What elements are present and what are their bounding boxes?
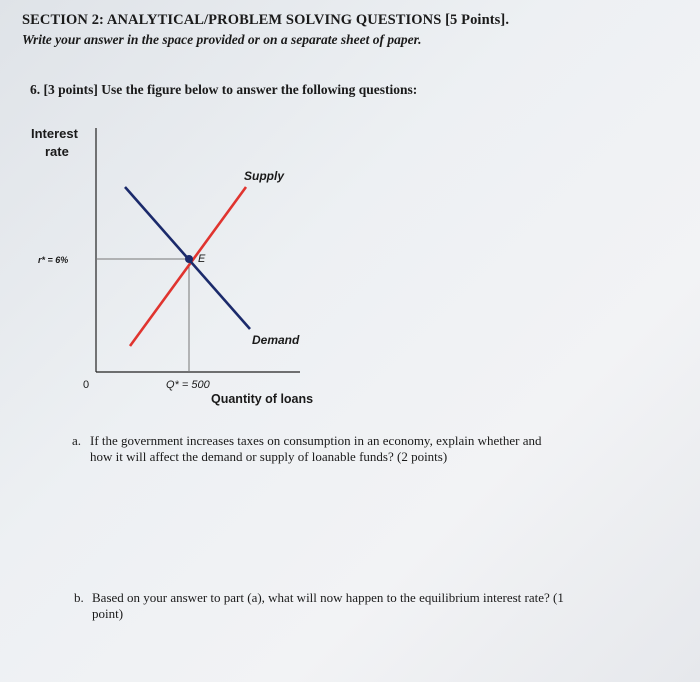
equilibrium-rate-label: r* = 6% — [38, 255, 69, 265]
y-axis-label-line2: rate — [45, 144, 69, 159]
question-part-b — [74, 590, 634, 622]
x-axis-label: Quantity of loans — [211, 392, 314, 406]
part-a-line1: If the government increases taxes on consumption in an economy, explain whether and — [90, 433, 542, 448]
supply-label: Supply — [244, 169, 285, 183]
part-a-line2: how it will affect the demand or supply of loanable funds? (2 points) — [90, 449, 448, 464]
part-a-letter: a. — [72, 433, 82, 448]
section-title: SECTION 2: ANALYTICAL/PROBLEM SOLVING QUESTIONS [5 Points]. — [22, 12, 510, 28]
part-b-letter: b. — [74, 590, 84, 605]
part-b-line1: Based on your answer to part (a), what will now happen to the equilibrium interest rate? (1 — [92, 590, 564, 605]
origin-label: 0 — [83, 379, 90, 391]
question-6-prompt: 6. [3 points] Use the figure below to answer the following questions: — [30, 82, 418, 97]
question-part-a — [72, 433, 632, 465]
equilibrium-quantity-label: Q* = 500 — [166, 379, 210, 391]
part-b-line2: point) — [92, 606, 124, 621]
equilibrium-point-label: E — [198, 253, 206, 265]
demand-label: Demand — [252, 333, 300, 347]
equilibrium-point — [185, 255, 193, 263]
section-instruction: Write your answer in the space provided or on a separate sheet of paper. — [22, 32, 422, 47]
y-axis-label-line1: Interest — [31, 126, 78, 141]
